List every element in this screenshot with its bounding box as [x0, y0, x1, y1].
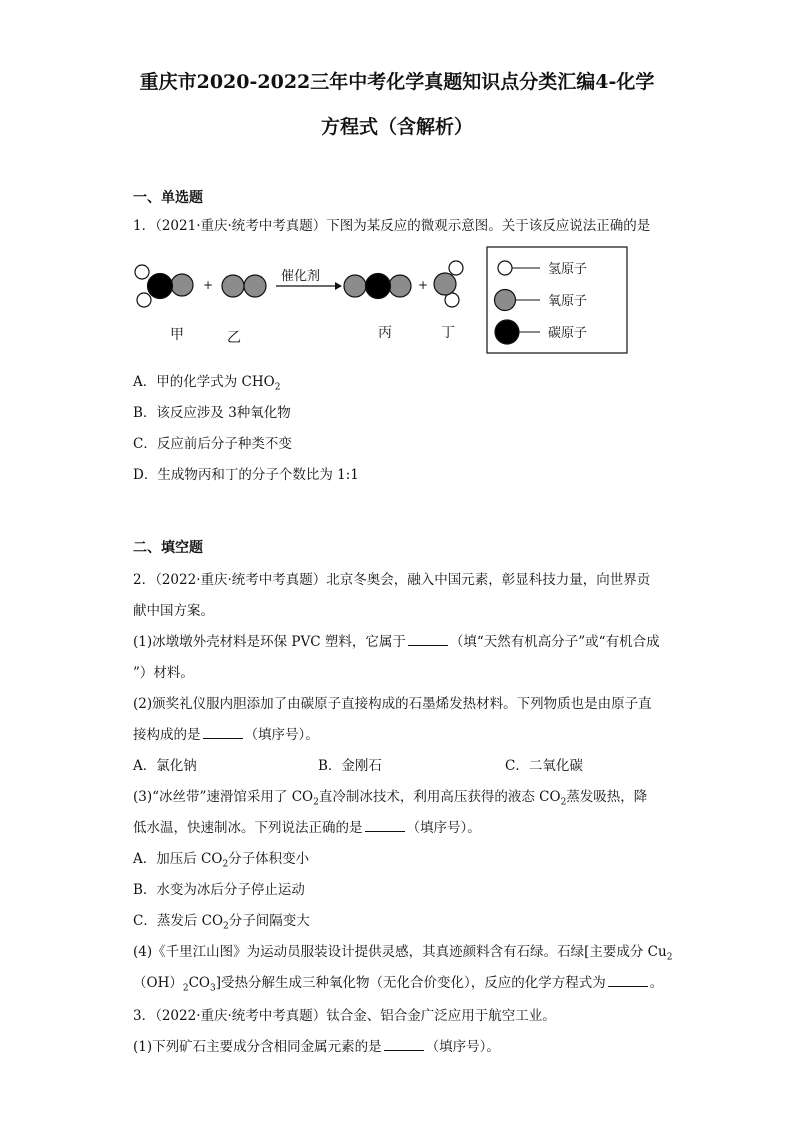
q2-part2-option-c: C．二氧化碳 — [505, 758, 583, 774]
subscript: 2 — [223, 921, 229, 932]
q1-option-a — [133, 370, 280, 393]
molecule-bing-oxygen-1 — [344, 275, 366, 297]
q1-stem: 1．（2021·重庆·统考中考真题）下图为某反应的微观示意图。关于该反应说法正确的是 — [133, 218, 651, 234]
answer-blank[interactable] — [384, 1038, 424, 1051]
q2-part4-line2 — [133, 971, 663, 994]
q2-part4-text-a: (4)《千里江山图》为运动员服装设计提供灵感，其真迹颜料含有石绿。石绿[主要成分 Cu — [133, 944, 667, 960]
section-heading-fill-in: 二、填空题 — [133, 540, 203, 556]
subscript: 3 — [209, 983, 216, 994]
q2-part3-line2 — [133, 816, 481, 836]
legend-carbon-icon — [495, 320, 519, 344]
label-yi: 乙 — [227, 330, 241, 346]
q2-part2-options — [133, 754, 583, 774]
legend-oxygen-label: 氧原子 — [548, 294, 588, 309]
answer-blank[interactable] — [608, 974, 648, 987]
q2-part2-text-c: （填序号）。 — [244, 727, 319, 743]
molecule-ding-oxygen — [434, 273, 456, 295]
subscript: 2 — [222, 859, 229, 870]
molecule-bing-carbon — [366, 274, 391, 299]
molecule-yi-oxygen-1 — [222, 275, 244, 297]
q1-option-a-sub: 2 — [274, 382, 281, 393]
q2-part2-option-a: A．氯化钠 — [133, 758, 197, 774]
legend-carbon-label: 碳原子 — [548, 326, 588, 341]
subscript: 2 — [666, 952, 673, 963]
q1-option-a-text: A．甲的化学式为 CHO — [133, 374, 275, 390]
q2-part4-text-b2: CO — [188, 975, 210, 991]
q2-part3-option-a-text-2: 分子体积变小 — [228, 851, 310, 867]
subscript: 2 — [313, 797, 319, 808]
reaction-diagram-svg — [130, 244, 670, 359]
q2-part3-text-b: 低水温，快速制冰。下列说法正确的是 — [133, 820, 363, 836]
legend-hydrogen-icon — [498, 261, 512, 275]
q1-option-d: D．生成物丙和丁的分子个数比为 1:1 — [133, 467, 359, 483]
legend-oxygen-icon — [495, 290, 516, 311]
subscript: 2 — [182, 983, 189, 994]
q2-part3-option-a-text-1: A．加压后 CO — [133, 851, 223, 867]
q3-part1-text-a: (1)下列矿石主要成分含相同金属元素的是 — [133, 1039, 382, 1055]
molecule-jia-hydrogen-1 — [135, 265, 149, 279]
q2-stem-line2: 献中国方案。 — [133, 603, 214, 619]
q1-option-c: C．反应前后分子种类不变 — [133, 436, 292, 452]
label-ding: 丁 — [441, 325, 455, 341]
section-heading-single-choice: 一、单选题 — [133, 190, 203, 206]
q2-part4-line1 — [133, 940, 672, 963]
q2-part3-option-c-text-1: C．蒸发后 CO — [133, 913, 224, 929]
q2-part1-text-a: (1)冰墩墩外壳材料是环保 PVC 塑料，它属于 — [133, 634, 406, 650]
molecule-bing-oxygen-2 — [389, 275, 411, 297]
catalyst-label: 催化剂 — [281, 269, 321, 284]
q1-option-b: B．该反应涉及 3种氧化物 — [133, 405, 291, 421]
q2-part2-line1: (2)颁奖礼仪服内胆添加了由碳原子直接构成的石墨烯发热材料。下列物质也是由原子直 — [133, 696, 652, 712]
q2-part1-line2: ”）材料。 — [133, 665, 194, 681]
q2-part4-end: 。 — [649, 975, 664, 991]
molecule-jia-oxygen — [171, 274, 193, 296]
molecule-jia-hydrogen-2 — [137, 293, 151, 307]
q2-part2-text-b: 接构成的是 — [133, 727, 201, 743]
q2-part2-option-b: B．金刚石 — [318, 758, 382, 774]
molecule-jia-carbon — [148, 274, 173, 299]
q2-part4-text-b1: （OH） — [133, 975, 183, 991]
q2-part3-line1 — [133, 785, 647, 808]
legend-hydrogen-label: 氢原子 — [548, 262, 588, 277]
answer-blank[interactable] — [203, 726, 243, 739]
molecule-ding-hydrogen-1 — [449, 261, 463, 275]
subscript: 2 — [560, 797, 567, 808]
q3-stem: 3．（2022·重庆·统考中考真题）钛合金、铝合金广泛应用于航空工业。 — [133, 1008, 556, 1024]
q2-part3-text-1: (3)“冰丝带”速滑馆采用了 CO — [133, 789, 314, 805]
doc-title-line2: 方程式（含解析） — [320, 116, 473, 138]
q2-part3-text-3: 蒸发吸热，降 — [566, 789, 648, 805]
label-jia: 甲 — [170, 327, 184, 343]
q3-part1-text-b: （填序号）。 — [425, 1039, 500, 1055]
q2-part2-line2 — [133, 723, 319, 743]
q2-part4-text-b3: ]受热分解生成三种氧化物（无化合价变化），反应的化学方程式为 — [215, 975, 606, 991]
q2-part1-text-b: （填“天然有机高分子”或“有机合成 — [449, 634, 660, 650]
q2-part3-text-2: 直冷制冰技术，利用高压获得的液态 CO — [318, 789, 561, 805]
reaction-diagram — [130, 244, 670, 359]
q2-part3-option-a — [133, 847, 309, 870]
plus-sign-1: + — [203, 278, 214, 292]
q2-part3-text-c: （填序号）。 — [406, 820, 481, 836]
q2-part3-option-c-text-2: 分子间隔变大 — [228, 913, 310, 929]
answer-blank[interactable] — [365, 819, 405, 832]
label-bing: 丙 — [378, 325, 392, 341]
answer-blank[interactable] — [408, 633, 448, 646]
doc-title-line1: 重庆市2020-2022三年中考化学真题知识点分类汇编4-化学 — [139, 71, 655, 93]
molecule-yi-oxygen-2 — [244, 275, 266, 297]
q2-part3-option-c — [133, 909, 310, 932]
q3-part1 — [133, 1035, 500, 1055]
q2-part1-line1 — [133, 630, 660, 650]
q2-part3-option-b: B．水变为冰后分子停止运动 — [133, 882, 305, 898]
plus-sign-2: + — [418, 278, 429, 292]
reaction-arrow-head — [335, 282, 342, 290]
q2-stem-line1: 2．（2022·重庆·统考中考真题）北京冬奥会，融入中国元素，彰显科技力量，向世界贡 — [133, 572, 651, 588]
